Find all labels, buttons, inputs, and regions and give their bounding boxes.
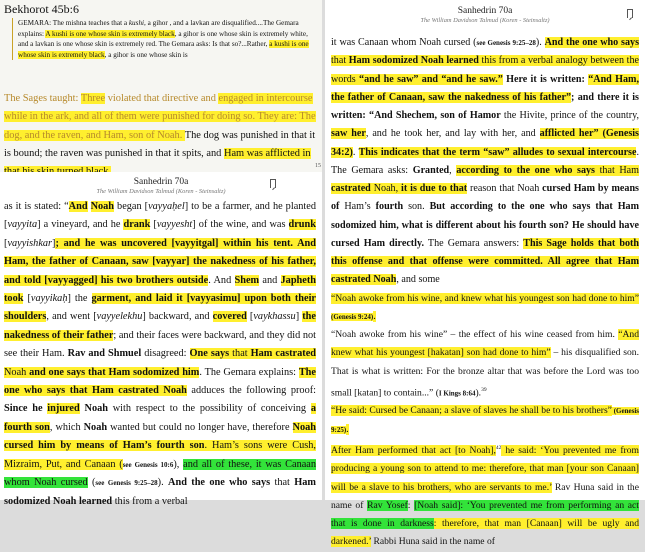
commentary-text: Rav Huna said in the name of <box>331 481 639 511</box>
sanhedrin-right-panel <box>325 0 645 548</box>
body-text: this from a verbal <box>112 495 188 507</box>
body-text: ; and their faces were backward, and they did not see their Ham. <box>4 329 316 360</box>
quote-text: , a gihor is one whose skin is <box>104 50 188 59</box>
body-text: [ <box>150 219 157 231</box>
citation[interactable]: see Genesis 10:6 <box>122 460 174 469</box>
body-highlight: that Ham <box>594 164 639 176</box>
body-highlight: One says <box>189 348 230 360</box>
commentary-text: Rabbi Huna said in the name of <box>371 536 495 548</box>
commentary-highlight-green: Rav Yosef <box>367 499 408 511</box>
body-text: reason that Noah <box>467 183 543 194</box>
body-highlight: And <box>68 201 88 212</box>
body-highlight-green: and all of these, it was Canaan whom Noah cursed <box>4 458 317 489</box>
bookmark-icon[interactable] <box>627 9 633 18</box>
commentary-highlight: “And knew what his youngest [hakatan] son had done to him” <box>331 329 639 359</box>
sages-highlight: Three <box>80 93 106 104</box>
sages-text: raven <box>60 147 84 159</box>
commentary-highlight: : therefore, that man [Canaan] will be ugly and darkened.’ <box>331 518 639 548</box>
quote-term: kushi <box>128 19 145 27</box>
quote-text: , a gihor , and a lavkan are disqualified....The Gemara explains: <box>18 19 299 38</box>
body-term: vayyesht <box>156 219 193 231</box>
bekhorot-panel <box>0 0 322 172</box>
sages-paragraph <box>4 90 316 181</box>
body-text: The Gemara answers: <box>424 237 524 249</box>
body-text: the Hivite, prince of the country, <box>500 110 639 121</box>
body-bold: Since he <box>4 403 48 415</box>
body-highlight: drank <box>123 219 151 231</box>
body-highlight: Noah cursed him by means of Ham’s fourth son <box>4 421 316 452</box>
body-term: vayyikaḥ <box>30 293 68 305</box>
body-highlight: Ham castrated <box>250 348 316 360</box>
body-highlight: injured <box>47 403 80 415</box>
sages-text: The Sages taught: <box>4 93 81 104</box>
body-text: ] of the wine, and was <box>192 219 289 231</box>
sages-highlight: and all of them were punished <box>74 111 200 123</box>
body-bold: Rav and Shmuel <box>67 348 142 360</box>
quote-highlight: A kushi is one whose skin is extremely black <box>45 29 175 38</box>
body-term: vayyita <box>7 219 38 231</box>
body-highlight: drunk <box>288 219 316 231</box>
body-text: began [ <box>114 201 149 212</box>
sages-highlight: Ham was afflicted <box>223 147 300 159</box>
sages-text: , and <box>201 147 224 159</box>
quote-text: GEMARA: The mishna teaches that a <box>18 19 129 27</box>
body-highlight: , and laid it [vayyasimu] upon both their shoulders <box>4 293 316 323</box>
sages-text: was punished in that it <box>83 147 183 159</box>
body-highlight: Japheth took <box>4 274 316 305</box>
body-text: ). <box>157 477 169 489</box>
body-bold: ; and there it is written: <box>331 91 639 121</box>
sages-text: was punished in that it is <box>4 129 316 159</box>
sages-highlight: for doing so. They are: <box>199 111 300 123</box>
margin-note: 15 <box>315 163 321 169</box>
body-bold: Ham sodomized Noah learned <box>4 477 316 507</box>
commentary-text: “Noah awoke from his wine” – the effect of his wine ceased from him. <box>331 329 619 340</box>
body-text: , and he took her, and lay with her, and <box>365 128 540 140</box>
body-text: wanted but could no longer have, therefore <box>107 421 293 433</box>
body-text: ] to be a farmer, and he planted [ <box>4 201 316 231</box>
sages-highlight: in <box>4 148 311 177</box>
body-highlight: Shem <box>234 274 260 286</box>
body-highlight: “And Ham, the father of Canaan, saw the nakedness of his father” <box>331 73 639 103</box>
body-text: , <box>449 164 457 176</box>
body-text: that <box>270 477 295 489</box>
gemara-quote <box>12 18 314 60</box>
bekhorot-title: Bekhorot 45b:6 <box>4 2 79 16</box>
verse-highlight: “Noah awoke from his wine, and knew what his youngest son had done to him” <box>331 292 639 304</box>
commentary-text: : <box>407 499 415 511</box>
commentary-highlight: he said: ‘You prevented me from producing a young son to attend to me: therefore, that man [your son Canaan] will be a slave to his brothers, who are servants to me.’ <box>331 445 639 493</box>
body-highlight: that <box>331 55 349 67</box>
citation[interactable]: I Kings 8:64 <box>438 389 476 398</box>
commentary-highlight-green: [Noah said]: ‘You prevented me from performing an act that is done in darkness <box>331 499 639 530</box>
body-highlight: and one says that Ham sodomized him <box>29 366 200 378</box>
body-highlight: this from a verbal analogy between the words <box>331 55 639 85</box>
body-highlight: the nakedness of their father <box>4 311 316 341</box>
body-highlight: . <box>346 423 349 435</box>
body-text: adduces the following proof: <box>186 385 317 397</box>
citation[interactable]: (Genesis 9:24) <box>331 312 374 321</box>
body-highlight: according to the one who says <box>456 164 595 176</box>
body-text: and <box>259 274 281 286</box>
body-text: it was Canaan whom Noah cursed ( <box>331 37 477 48</box>
body-highlight: This indicates that the term “saw” alludes to sexual intercourse <box>358 146 637 158</box>
body-term: vaykhassu <box>253 311 296 323</box>
body-highlight: Noah <box>4 366 30 378</box>
body-text: with respect to the possibility of conceiving <box>107 403 311 415</box>
verse-highlight: “He said: Cursed be Canaan; a slave of slaves he shall be to his brothers” <box>331 405 612 417</box>
body-text: [ <box>4 237 8 249</box>
body-text: ] <box>52 237 56 249</box>
body-text: ] the <box>67 293 92 305</box>
body-highlight: This Sage holds that both this offense and that offense were committed. All agree that Ham castrated Noah <box>331 237 639 286</box>
body-highlight: castrated <box>331 183 371 194</box>
body-highlight: that <box>229 348 251 360</box>
body-highlight: covered <box>212 311 247 323</box>
body-bold: cursed <box>542 183 571 194</box>
body-bold: fourth <box>375 201 404 213</box>
body-text: son. <box>403 201 430 213</box>
body-highlight: a fourth son <box>4 403 316 433</box>
right-page-subtitle: The William Davidson Talmud (Koren - Steinsaltz) <box>420 17 550 24</box>
body-highlight: Noah <box>90 201 115 212</box>
body-bold: Here it is written: <box>502 73 589 85</box>
body-bold: Noah <box>79 403 108 415</box>
sages-text: spits <box>182 147 202 159</box>
body-bold: And the one who says <box>168 477 271 489</box>
body-highlight: saw her <box>331 128 366 140</box>
body-text: . And <box>208 274 235 286</box>
body-bold: Noah <box>83 421 108 433</box>
body-text: , which <box>49 421 84 433</box>
body-text: . The Gemara asks: <box>331 146 639 176</box>
sages-highlight: The dog, and the raven, and Ham <box>4 111 316 141</box>
body-highlight: . Ham’s sons were Cush, Mizraim, Put, and Canaan ( <box>4 440 316 470</box>
body-highlight: . <box>373 310 376 322</box>
body-bold: Ham by means of <box>331 183 639 213</box>
body-term: vayyelekhu <box>96 311 143 323</box>
body-text: , and went [ <box>46 311 97 323</box>
body-bold: Granted <box>412 164 450 176</box>
right-page-header <box>325 6 645 24</box>
commentary-text: – his disqualified son. That is what is written: For the bronze altar that was before the Lord was too small [katan] to contain...” ( <box>331 347 639 399</box>
left-page-subtitle: The William Davidson Talmud (Koren - Steinsaltz) <box>96 188 226 195</box>
commentary-highlight: After Ham performed that act [to Noah], <box>331 445 496 457</box>
body-highlight: garment <box>91 293 129 305</box>
body-text: ] a vineyard, and he <box>37 219 124 231</box>
citation[interactable]: see Genesis 9:25–28 <box>95 479 158 488</box>
body-highlight: “and he saw” and “and he saw.” <box>359 73 503 85</box>
right-page-title: Sanhedrin 70a <box>457 6 513 16</box>
body-term: vayyaḥel <box>148 201 185 212</box>
body-text: . The Gemara explains: <box>199 366 299 378</box>
sages-text: The dog <box>184 129 220 141</box>
sages-text: ; the <box>39 147 61 159</box>
body-highlight: Ham sodomized Noah learned <box>348 55 479 67</box>
body-text: ] <box>295 311 303 323</box>
commentary-text: ). <box>475 387 482 399</box>
sages-text: violated that directive and <box>105 93 219 104</box>
body-text: , and some <box>396 274 440 286</box>
body-text: Ham’s <box>339 201 376 213</box>
body-text: ( <box>87 477 96 489</box>
body-bold: “And Shechem, son of Hamor <box>369 110 501 121</box>
sages-highlight: while in the ark, <box>4 111 75 123</box>
body-highlight: The one who says that Ham castrated Noah <box>4 366 316 397</box>
footnote-marker[interactable]: 42 <box>495 444 502 451</box>
sages-highlight: , son of Noah. <box>123 129 185 141</box>
body-bold: But according to the one who says that Ham sodomized him, what is different about his fourth son? He should have cursed Ham directly. <box>331 201 640 249</box>
sanhedrin-left-panel <box>0 172 322 507</box>
left-page-title: Sanhedrin 70a <box>133 177 189 187</box>
body-text: disagreed: <box>141 348 190 360</box>
body-text: . <box>352 146 359 158</box>
body-text: ), <box>173 458 184 470</box>
body-highlight: ; and he was uncovered [vayyitgal] within his tent. And Ham, the father of Canaan, saw [vayyar] the nakedness of his father, and told [vayyagged] his two brothers outside <box>4 237 316 286</box>
citation[interactable]: (Genesis 9:25) <box>331 407 639 434</box>
sages-text: bound <box>13 147 40 159</box>
sages-highlight: engaged in intercourse <box>218 93 313 104</box>
body-highlight: afflicted her” (Genesis 34:2) <box>331 128 639 158</box>
body-text: ] backward, and <box>142 311 213 323</box>
body-term: vayyishkar <box>7 237 53 249</box>
bookmark-icon[interactable] <box>270 179 276 188</box>
quote-highlight: a kushi is one whose skin is extremely black <box>18 40 309 59</box>
body-text: [ <box>23 293 31 305</box>
body-highlight: And the one who says <box>544 37 640 48</box>
body-text: as it is stated: “ <box>4 201 69 212</box>
left-body-text <box>4 198 316 511</box>
quote-text: , a gihor is one whose skin is extremely white, and a lavkan is one whose skin is extremely red. The Gemara asks: Is that so?...Rather, <box>18 29 308 49</box>
body-text: [ <box>246 311 254 323</box>
body-text: ). <box>535 37 545 48</box>
citation[interactable]: see Genesis 9:25–28 <box>476 39 536 47</box>
right-body-text <box>331 34 639 552</box>
body-highlight: Noah, <box>370 183 402 194</box>
footnote-marker[interactable]: 39 <box>481 386 487 393</box>
body-highlight: it is due to that <box>401 183 468 194</box>
